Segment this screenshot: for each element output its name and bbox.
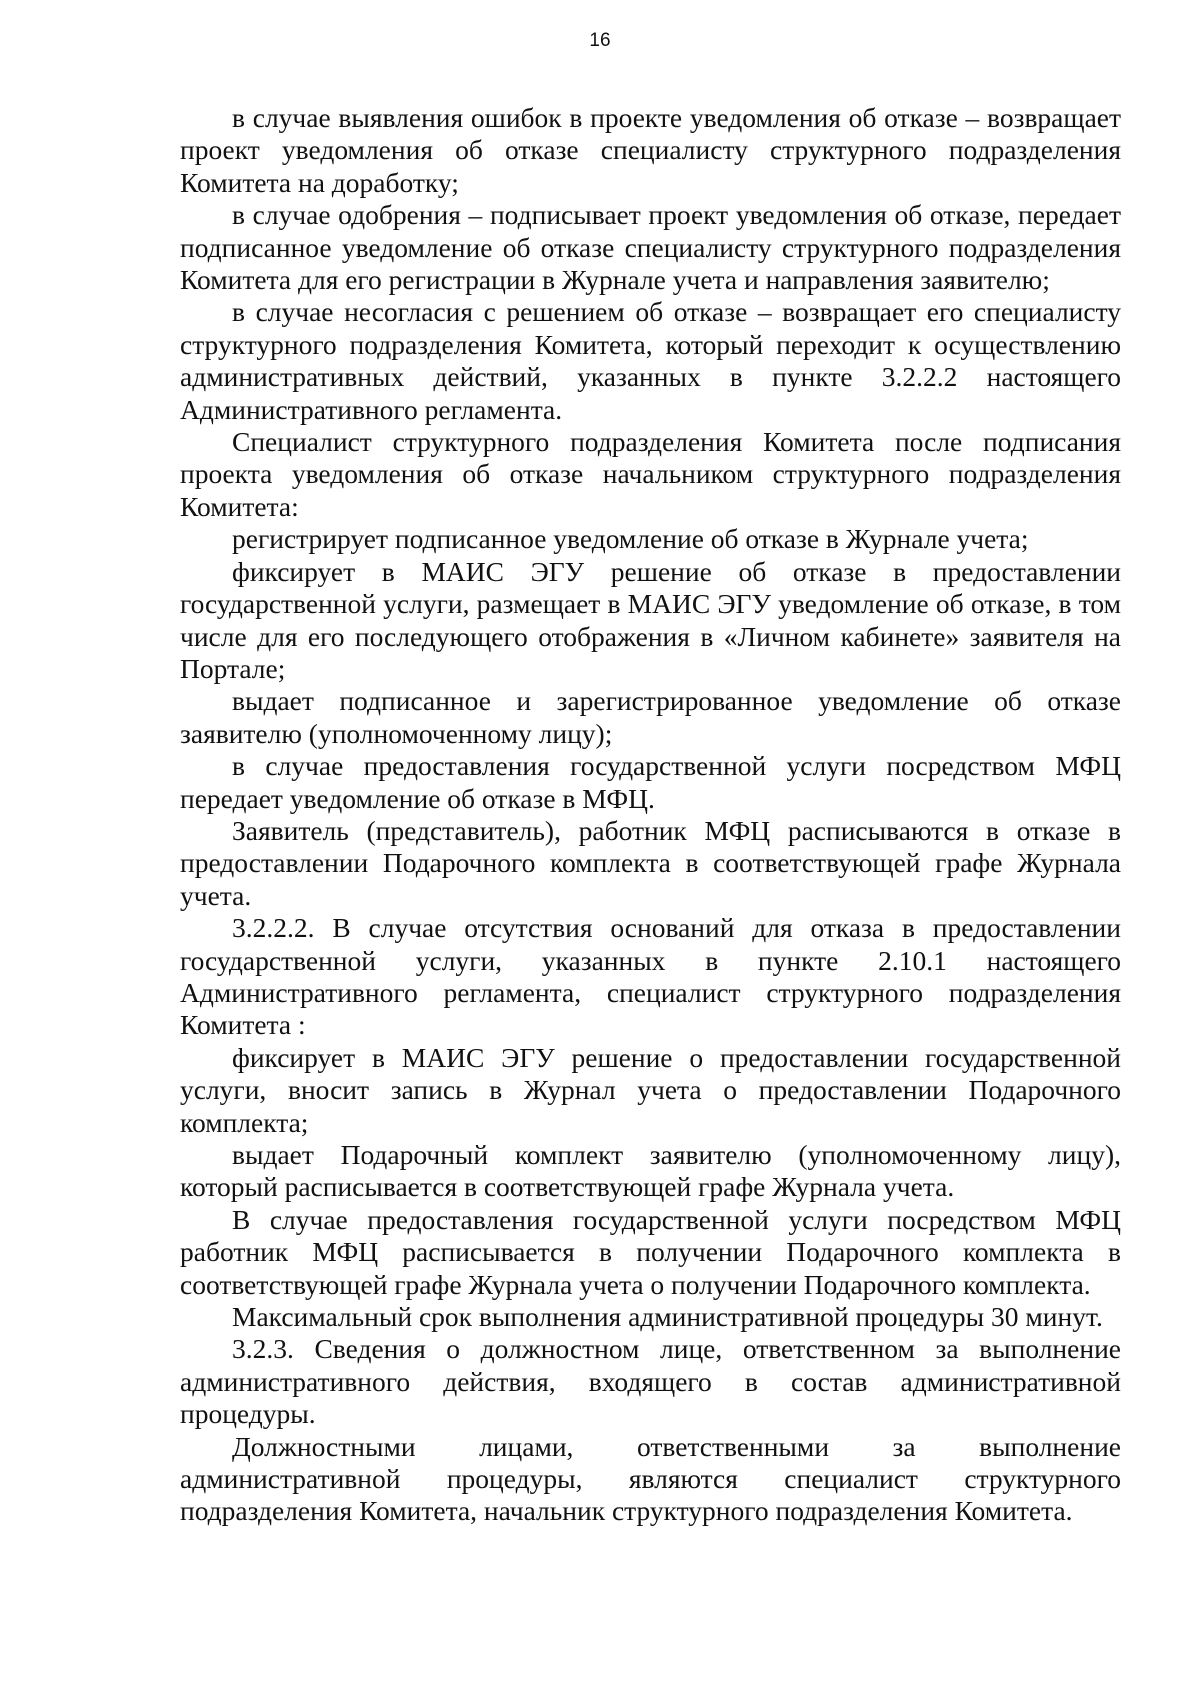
paragraph-mfc-worker-signs: В случае предоставления государственной услуги посредством МФЦ работник МФЦ расписывается в получении Подарочного комплекта в соответствующей графе Журнала учета о получении Подарочного комплекта. <box>180 1203 1121 1300</box>
paragraph-section-3-2-3: 3.2.3. Сведения о должностном лице, ответственном за выполнение административного действия, входящего в состав административной процедуры. <box>180 1333 1121 1430</box>
paragraph-applicant-signs: Заявитель (представитель), работник МФЦ расписываются в отказе в предоставлении Подарочного комплекта в соответствующей графе Журнала учета. <box>180 814 1121 911</box>
page-number: 16 <box>589 30 611 51</box>
paragraph-return-for-revision: в случае выявления ошибок в проекте уведомления об отказе – возвращает проект уведомления об отказе специалисту структурного подразделения Комитета на доработку; <box>180 102 1121 198</box>
paragraph-max-duration: Максимальный срок выполнения административной процедуры 30 минут. <box>232 1301 1103 1333</box>
paragraph-records-in-mais: фиксирует в МАИС ЭГУ решение об отказе в предоставлении государственной услуги, размещает в МАИС ЭГУ уведомление об отказе, в том числе для его последующего отображения в «Личном кабинете» заявителя на Портале; <box>180 555 1121 684</box>
paragraph-disagreement: в случае несогласия с решением об отказе – возвращает его специалисту структурного подразделения Комитета, который переходит к осуществлению административных действий, указанных в пункте 3.2.2.2 настоящего Административного регламента. <box>180 296 1121 425</box>
paragraph-records-decision: фиксирует в МАИС ЭГУ решение о предоставлении государственной услуги, вносит запись в Журнал учета о предоставлении Подарочного комплекта; <box>180 1041 1121 1138</box>
paragraph-transfer-to-mfc: в случае предоставления государственной услуги посредством МФЦ передает уведомление об отказе в МФЦ. <box>180 750 1121 814</box>
paragraph-issues-gift-set: выдает Подарочный комплект заявителю (уполномоченному лицу), который расписывается в соответствующей графе Журнала учета. <box>180 1139 1121 1203</box>
paragraph-issues-notice: выдает подписанное и зарегистрированное уведомление об отказе заявителю (уполномоченному лицу); <box>180 685 1121 749</box>
paragraph-registers: регистрирует подписанное уведомление об отказе в Журнале учета; <box>232 523 1029 555</box>
paragraph-specialist-after-signing: Специалист структурного подразделения Комитета после подписания проекта уведомления об отказе начальником структурного подразделения Комитета: <box>180 426 1121 522</box>
document-body <box>180 102 1121 1528</box>
paragraph-section-3-2-2-2: 3.2.2.2. В случае отсутствия оснований для отказа в предоставлении государственной услуги, указанных в пункте 2.10.1 настоящего Административного регламента, специалист структурного подразделения Комитета : <box>180 912 1121 1041</box>
paragraph-approval: в случае одобрения – подписывает проект уведомления об отказе, передает подписанное уведомление об отказе специалисту структурного подразделения Комитета для его регистрации в Журнале учета и направления заявителю; <box>180 199 1121 296</box>
paragraph-responsible-officials: Должностными лицами, ответственными за выполнение административной процедуры, являются специалист структурного подразделения Комитета, начальник структурного подразделения Комитета. <box>180 1430 1121 1527</box>
